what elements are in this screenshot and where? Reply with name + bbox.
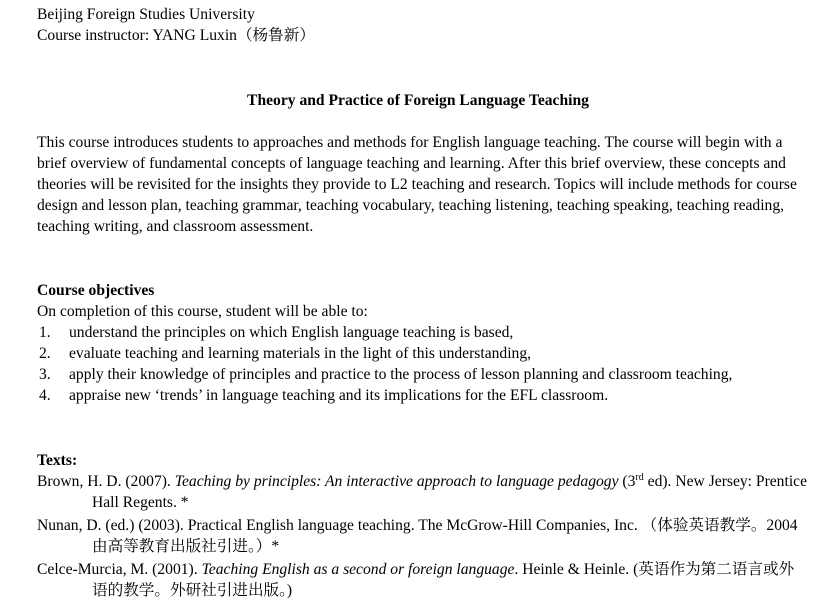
objective-item <box>37 364 807 385</box>
objective-item <box>37 343 807 364</box>
reference-publisher: . Heinle & Heinle. (英语作为第二语言或外语的教学。外研社引进出版。) <box>92 561 795 599</box>
reference-publisher: ed). New Jersey: Prentice Hall Regents. * <box>92 473 807 511</box>
objective-item <box>37 322 807 343</box>
objectives-heading: Course objectives <box>37 282 155 299</box>
objective-number: 4. <box>39 387 51 404</box>
objective-text: apply their knowledge of principles and practice to the process of lesson planning and classroom teaching, <box>69 366 733 383</box>
objectives-list <box>37 322 807 406</box>
university-name: Beijing Foreign Studies University <box>37 6 255 23</box>
course-instructor: Course instructor: YANG Luxin（杨鲁新） <box>37 27 315 44</box>
reference-text: Nunan, D. (ed.) (2003). Practical English language teaching. The McGrow-Hill Companies, Inc. （体验英语教学。2004 由高等教育出版社引进。）* <box>37 517 798 555</box>
reference-author: Celce-Murcia, M. (2001). <box>37 561 202 578</box>
reference-edition-suffix: rd <box>635 471 644 483</box>
reference-edition: (3 <box>618 473 636 490</box>
reference-celce-murcia <box>37 559 807 601</box>
reference-title: Teaching by principles: An interactive approach to language pedagogy <box>174 473 619 490</box>
course-title: Theory and Practice of Foreign Language Teaching <box>247 92 589 109</box>
objective-text: evaluate teaching and learning materials in the light of this understanding, <box>69 345 532 362</box>
reference-nunan <box>37 515 807 557</box>
objective-text: appraise new ‘trends’ in language teaching and its implications for the EFL classroom. <box>69 387 609 404</box>
reference-title: Teaching English as a second or foreign language <box>201 561 515 578</box>
objective-number: 3. <box>39 366 51 383</box>
objective-text: understand the principles on which English language teaching is based, <box>69 324 514 341</box>
course-description: This course introduces students to approaches and methods for English language teaching. The course will begin with a brief overview of fundamental concepts of language teaching and learning. After this brief overview, these concepts and theories will be revisited for the insights they provide to L2 teaching and research. Topics will include methods for course design and lesson plan, teaching grammar, teaching vocabulary, teaching listening, teaching speaking, teaching reading, teaching writing, and classroom assessment. <box>37 134 797 235</box>
texts-section <box>37 450 807 603</box>
reference-author: Brown, H. D. (2007). <box>37 473 175 490</box>
texts-heading: Texts: <box>37 452 78 469</box>
reference-brown <box>37 471 807 513</box>
objective-number: 2. <box>39 345 51 362</box>
objective-item <box>37 385 807 406</box>
objective-number: 1. <box>39 324 51 341</box>
course-objectives-section <box>37 280 807 406</box>
objectives-lead: On completion of this course, student will be able to: <box>37 303 368 320</box>
header <box>37 4 315 46</box>
